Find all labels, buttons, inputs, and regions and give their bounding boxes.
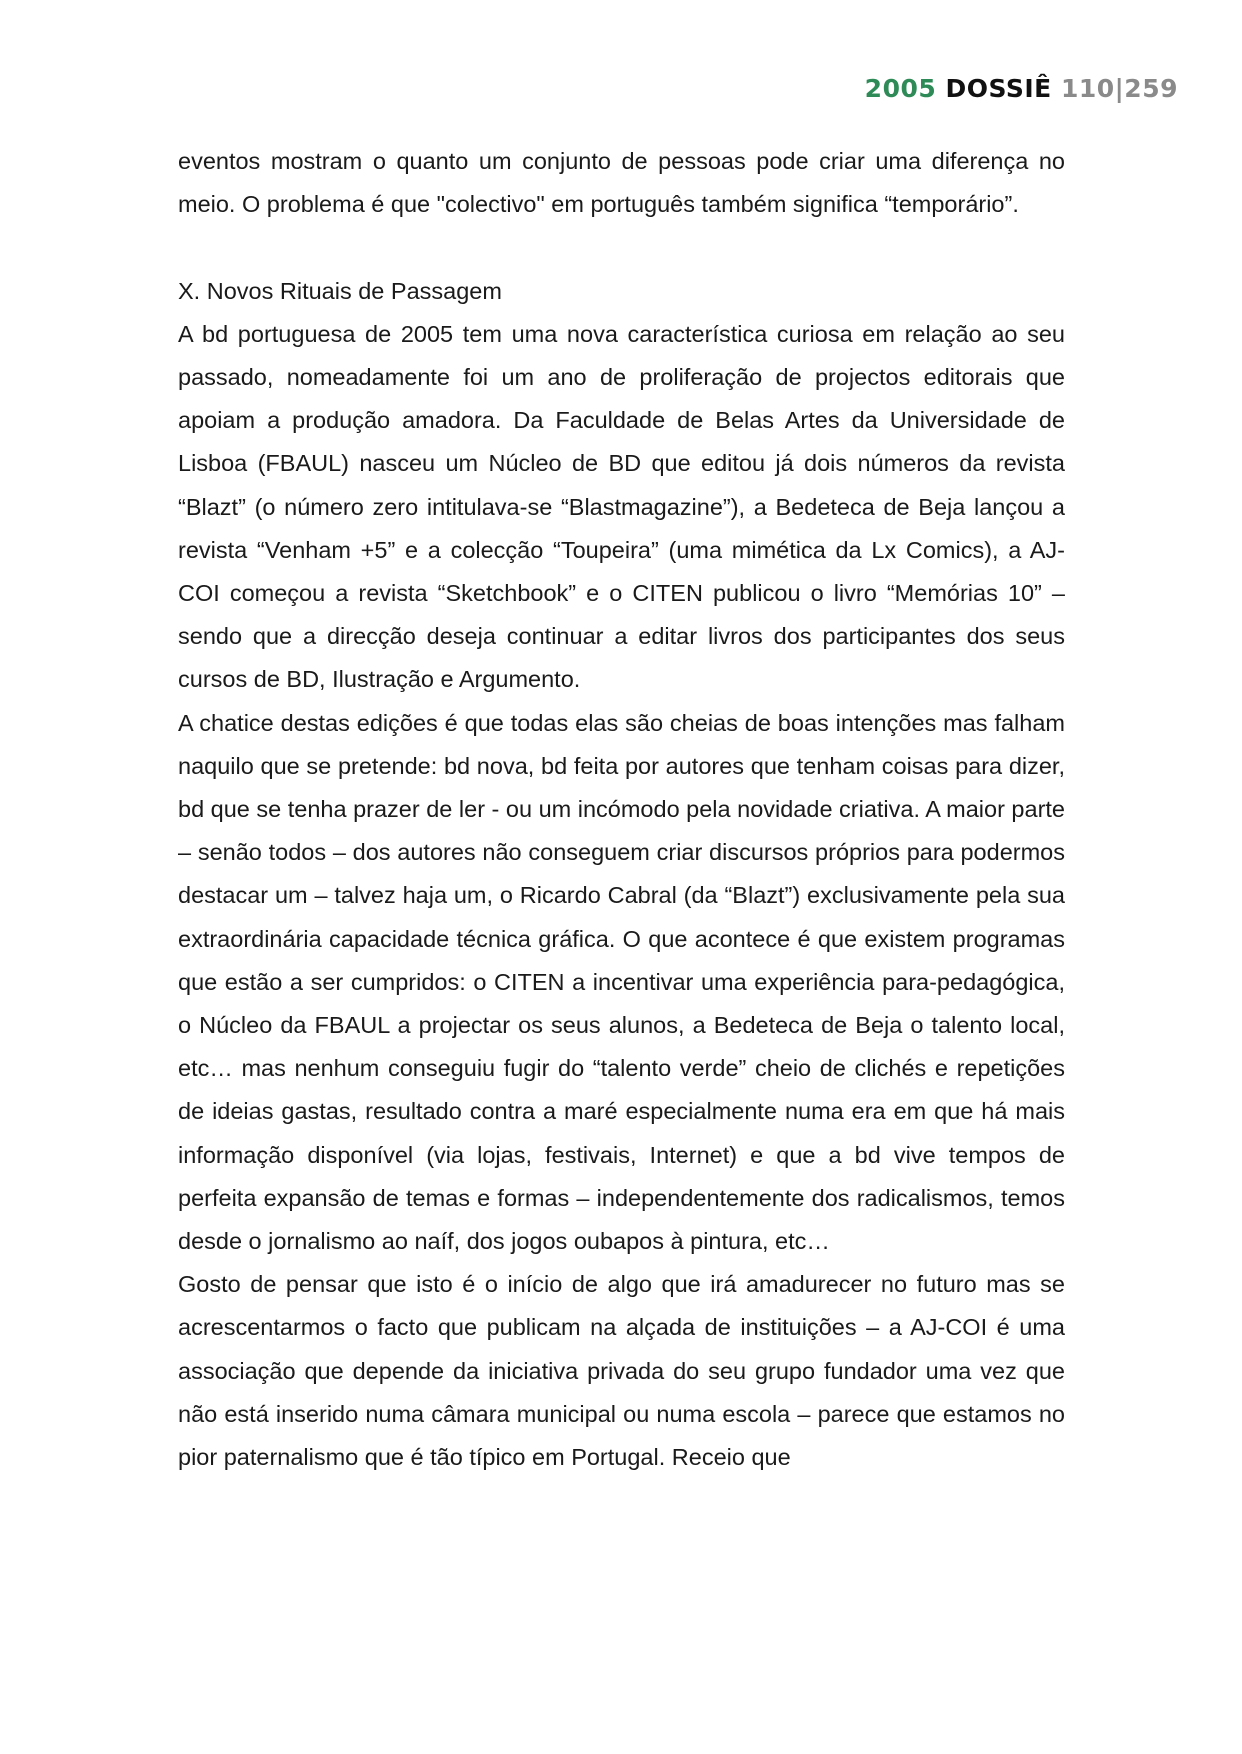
page-number: 110|259 (1060, 74, 1178, 103)
page-header (865, 74, 1178, 103)
header-year: 2005 (864, 74, 937, 103)
paragraph: Gosto de pensar que isto é o início de algo que irá amadurecer no futuro mas se acrescentarmos o facto que publicam na alçada de instituições – a AJ-COI é uma associação que depende da iniciativa privada do seu grupo fundador uma vez que não está inserido numa câmara municipal ou numa escola – parece que estamos no pior paternalismo que é tão típico em Portugal. Receio que (178, 1271, 1065, 1471)
header-title: DOSSIÊ (945, 74, 1052, 103)
document-body (178, 140, 1065, 1479)
section-heading: X. Novos Rituais de Passagem (178, 277, 502, 304)
paragraph: A chatice destas edições é que todas elas são cheias de boas intenções mas falham naquilo que se pretende: bd nova, bd feita por autores que tenham coisas para dizer, bd que se tenha prazer de ler - ou um incómodo pela novidade criativa. A maior parte – senão todos – dos autores não conseguem criar discursos próprios para podermos destacar um – talvez haja um, o Ricardo Cabral (da “Blazt”) exclusivamente pela sua extraordinária capacidade técnica gráfica. O que acontece é que existem programas que estão a ser cumpridos: o CITEN a incentivar uma experiência para-pedagógica, o Núcleo da FBAUL a projectar os seus alunos, a Bedeteca de Beja o talento local, etc… mas nenhum conseguiu fugir do “talento verde” cheio de clichés e repetições de ideias gastas, resultado contra a maré especialmente numa era em que há mais informação disponível (via lojas, festivais, Internet) e que a bd vive tempos de perfeita expansão de temas e formas – independentemente dos radicalismos, temos desde o jornalismo ao naíf, dos jogos oubapos à pintura, etc… (178, 709, 1065, 1255)
paragraph: A bd portuguesa de 2005 tem uma nova característica curiosa em relação ao seu passado, nomeadamente foi um ano de proliferação de projectos editorais que apoiam a produção amadora. Da Faculdade de Belas Artes da Universidade de Lisboa (FBAUL) nasceu um Núcleo de BD que editou já dois números da revista “Blazt” (o número zero intitulava-se “Blastmagazine”), a Bedeteca de Beja lançou a revista “Venham +5” e a colecção “Toupeira” (uma mimética da Lx Comics), a AJ-COI começou a revista “Sketchbook” e o CITEN publicou o livro “Memórias 10” – sendo que a direcção deseja continuar a editar livros dos participantes dos seus cursos de BD, Ilustração e Argumento. (178, 320, 1065, 693)
paragraph-continuation: eventos mostram o quanto um conjunto de pessoas pode criar uma diferença no meio. O problema é que "colectivo" em português também significa “temporário”. (178, 148, 1065, 218)
